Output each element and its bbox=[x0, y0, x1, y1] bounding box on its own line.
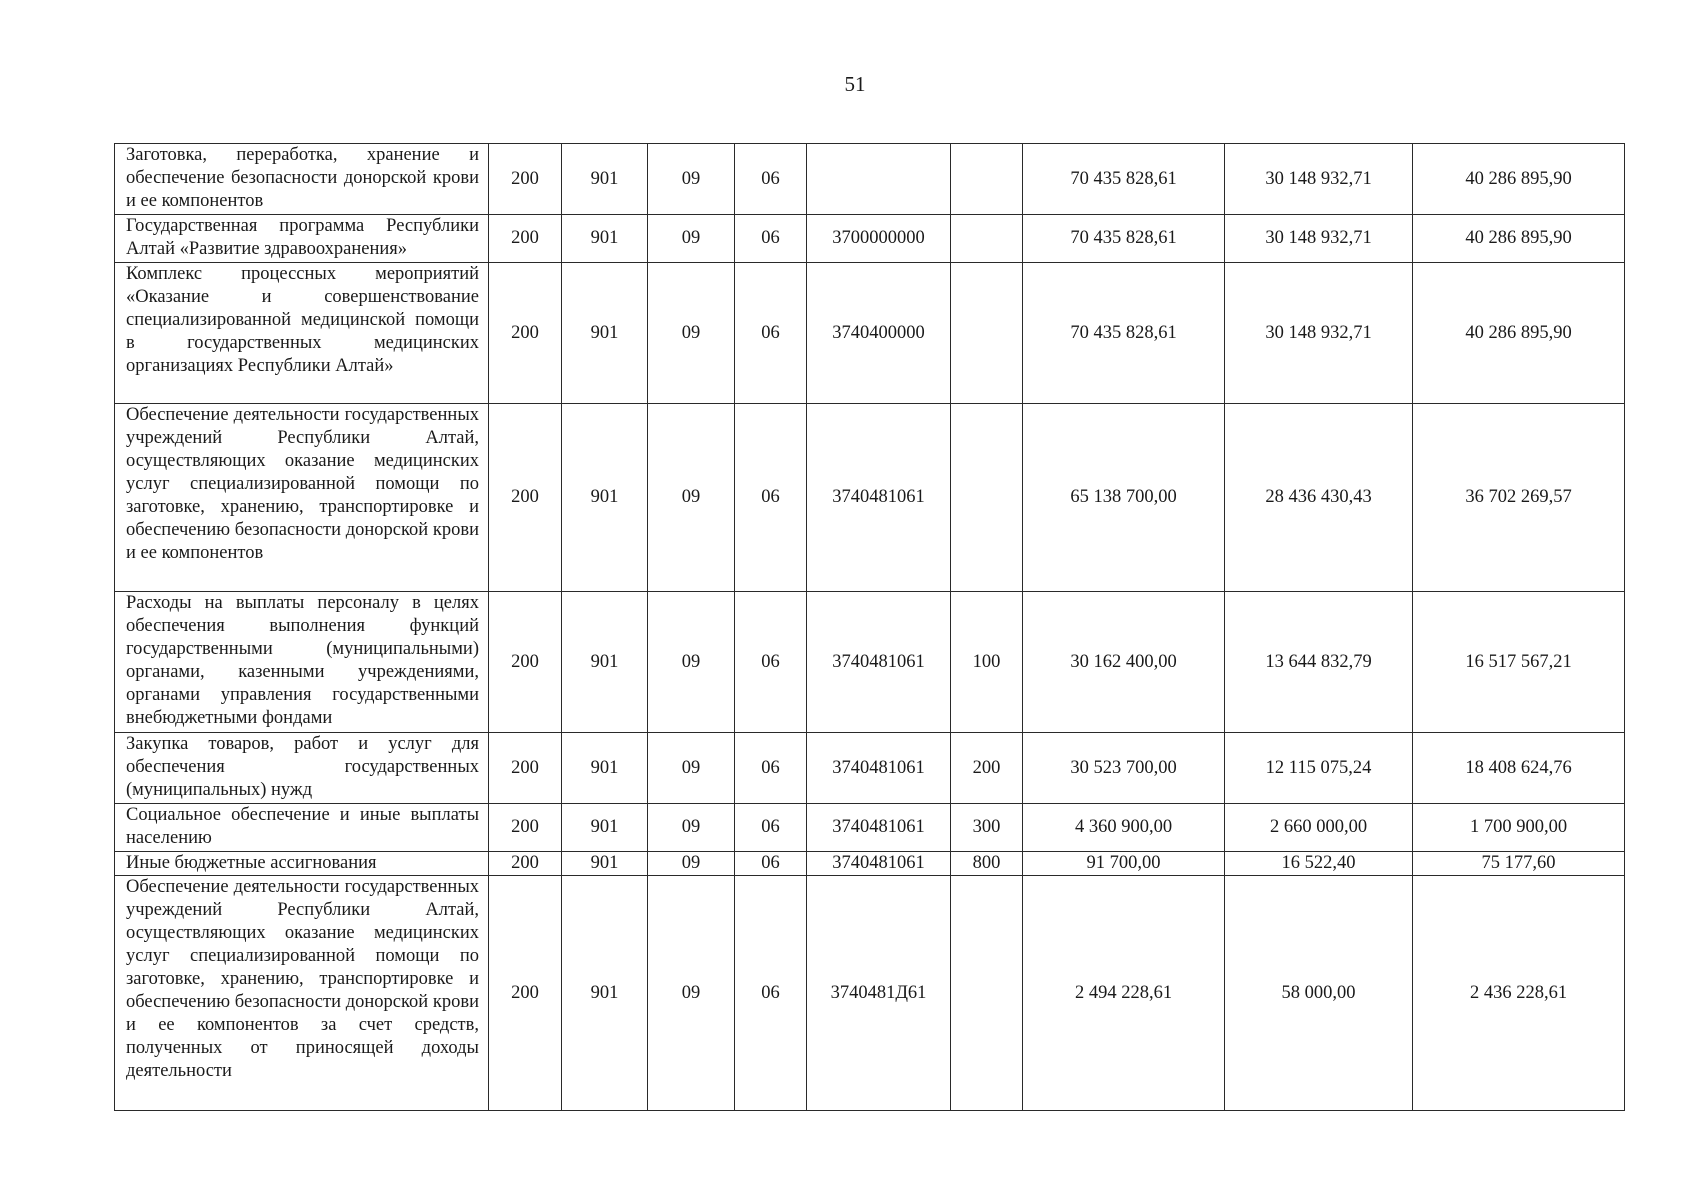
row-amount-planned: 70 435 828,61 bbox=[1023, 144, 1225, 215]
row-subsection: 06 bbox=[735, 144, 807, 215]
row-target-article: 3740481061 bbox=[807, 804, 951, 852]
row-target-article: 3740481061 bbox=[807, 404, 951, 592]
row-code: 200 bbox=[489, 733, 562, 804]
row-target-article: 3740481061 bbox=[807, 852, 951, 876]
row-target-article: 3740400000 bbox=[807, 263, 951, 404]
page-number: 51 bbox=[844, 72, 866, 96]
row-description: Государственная программа Республики Алтай «Развитие здравоохранения» bbox=[115, 215, 489, 263]
table-row bbox=[115, 852, 1625, 876]
row-description: Комплекс процессных мероприятий «Оказание и совершенствование специализированной медицинской помощи в государственных медицинских организациях Республики Алтай» bbox=[115, 263, 489, 404]
row-expense-type bbox=[951, 144, 1023, 215]
row-section: 09 bbox=[648, 263, 735, 404]
row-description: Обеспечение деятельности государственных учреждений Республики Алтай, осуществляющих оказание медицинских услуг специализированной помощи по заготовке, хранению, транспортировке и обеспечению безопасности донорской крови и ее компонентов bbox=[115, 404, 489, 592]
table-row bbox=[115, 263, 1625, 404]
row-expense-type bbox=[951, 215, 1023, 263]
table-row bbox=[115, 876, 1625, 1111]
row-amount-remaining: 2 436 228,61 bbox=[1413, 876, 1625, 1111]
row-code: 200 bbox=[489, 215, 562, 263]
row-expense-type bbox=[951, 404, 1023, 592]
row-subsection: 06 bbox=[735, 263, 807, 404]
table-row bbox=[115, 215, 1625, 263]
row-section: 09 bbox=[648, 804, 735, 852]
table-row bbox=[115, 592, 1625, 733]
row-amount-planned: 70 435 828,61 bbox=[1023, 263, 1225, 404]
row-ministry-code: 901 bbox=[562, 404, 648, 592]
row-subsection: 06 bbox=[735, 733, 807, 804]
row-description: Социальное обеспечение и иные выплаты населению bbox=[115, 804, 489, 852]
row-amount-remaining: 18 408 624,76 bbox=[1413, 733, 1625, 804]
row-target-article: 3740481061 bbox=[807, 733, 951, 804]
row-ministry-code: 901 bbox=[562, 733, 648, 804]
row-section: 09 bbox=[648, 404, 735, 592]
row-amount-executed: 13 644 832,79 bbox=[1225, 592, 1413, 733]
row-amount-executed: 12 115 075,24 bbox=[1225, 733, 1413, 804]
row-ministry-code: 901 bbox=[562, 804, 648, 852]
row-subsection: 06 bbox=[735, 804, 807, 852]
row-ministry-code: 901 bbox=[562, 876, 648, 1111]
row-subsection: 06 bbox=[735, 876, 807, 1111]
row-description: Заготовка, переработка, хранение и обеспечение безопасности донорской крови и ее компонентов bbox=[115, 144, 489, 215]
row-code: 200 bbox=[489, 804, 562, 852]
row-expense-type: 800 bbox=[951, 852, 1023, 876]
row-code: 200 bbox=[489, 144, 562, 215]
row-amount-planned: 30 162 400,00 bbox=[1023, 592, 1225, 733]
row-amount-planned: 91 700,00 bbox=[1023, 852, 1225, 876]
row-code: 200 bbox=[489, 263, 562, 404]
row-amount-executed: 30 148 932,71 bbox=[1225, 263, 1413, 404]
row-expense-type: 200 bbox=[951, 733, 1023, 804]
row-section: 09 bbox=[648, 876, 735, 1111]
row-amount-remaining: 75 177,60 bbox=[1413, 852, 1625, 876]
row-amount-planned: 2 494 228,61 bbox=[1023, 876, 1225, 1111]
row-ministry-code: 901 bbox=[562, 215, 648, 263]
row-target-article: 3740481Д61 bbox=[807, 876, 951, 1111]
row-code: 200 bbox=[489, 592, 562, 733]
row-subsection: 06 bbox=[735, 592, 807, 733]
row-subsection: 06 bbox=[735, 404, 807, 592]
row-amount-executed: 58 000,00 bbox=[1225, 876, 1413, 1111]
row-code: 200 bbox=[489, 876, 562, 1111]
row-expense-type bbox=[951, 876, 1023, 1111]
row-expense-type bbox=[951, 263, 1023, 404]
row-code: 200 bbox=[489, 404, 562, 592]
row-ministry-code: 901 bbox=[562, 263, 648, 404]
row-target-article: 3740481061 bbox=[807, 592, 951, 733]
row-amount-executed: 28 436 430,43 bbox=[1225, 404, 1413, 592]
row-amount-remaining: 16 517 567,21 bbox=[1413, 592, 1625, 733]
budget-table bbox=[114, 143, 1625, 1111]
row-description: Расходы на выплаты персоналу в целях обеспечения выполнения функций государственными (муниципальными) органами, казенными учреждениями, органами управления государственными внебюджетными фондами bbox=[115, 592, 489, 733]
row-amount-executed: 2 660 000,00 bbox=[1225, 804, 1413, 852]
row-amount-executed: 30 148 932,71 bbox=[1225, 215, 1413, 263]
table-row bbox=[115, 404, 1625, 592]
row-target-article: 3700000000 bbox=[807, 215, 951, 263]
table-row bbox=[115, 733, 1625, 804]
row-amount-remaining: 1 700 900,00 bbox=[1413, 804, 1625, 852]
row-amount-remaining: 36 702 269,57 bbox=[1413, 404, 1625, 592]
row-amount-planned: 70 435 828,61 bbox=[1023, 215, 1225, 263]
row-section: 09 bbox=[648, 733, 735, 804]
row-ministry-code: 901 bbox=[562, 852, 648, 876]
row-code: 200 bbox=[489, 852, 562, 876]
row-amount-executed: 16 522,40 bbox=[1225, 852, 1413, 876]
table-row bbox=[115, 144, 1625, 215]
row-description: Обеспечение деятельности государственных учреждений Республики Алтай, осуществляющих оказание медицинских услуг специализированной помощи по заготовке, хранению, транспортировке и обеспечению безопасности донорской крови и ее компонентов за счет средств, полученных от приносящей доходы деятельности bbox=[115, 876, 489, 1111]
row-section: 09 bbox=[648, 592, 735, 733]
row-amount-remaining: 40 286 895,90 bbox=[1413, 144, 1625, 215]
row-amount-remaining: 40 286 895,90 bbox=[1413, 215, 1625, 263]
row-section: 09 bbox=[648, 852, 735, 876]
row-section: 09 bbox=[648, 215, 735, 263]
row-subsection: 06 bbox=[735, 852, 807, 876]
row-amount-planned: 30 523 700,00 bbox=[1023, 733, 1225, 804]
row-target-article bbox=[807, 144, 951, 215]
row-ministry-code: 901 bbox=[562, 592, 648, 733]
table-row bbox=[115, 804, 1625, 852]
row-description: Закупка товаров, работ и услуг для обеспечения государственных (муниципальных) нужд bbox=[115, 733, 489, 804]
row-amount-planned: 65 138 700,00 bbox=[1023, 404, 1225, 592]
row-expense-type: 300 bbox=[951, 804, 1023, 852]
row-amount-remaining: 40 286 895,90 bbox=[1413, 263, 1625, 404]
row-description: Иные бюджетные ассигнования bbox=[115, 852, 489, 876]
row-ministry-code: 901 bbox=[562, 144, 648, 215]
row-expense-type: 100 bbox=[951, 592, 1023, 733]
row-section: 09 bbox=[648, 144, 735, 215]
row-amount-planned: 4 360 900,00 bbox=[1023, 804, 1225, 852]
row-amount-executed: 30 148 932,71 bbox=[1225, 144, 1413, 215]
row-subsection: 06 bbox=[735, 215, 807, 263]
